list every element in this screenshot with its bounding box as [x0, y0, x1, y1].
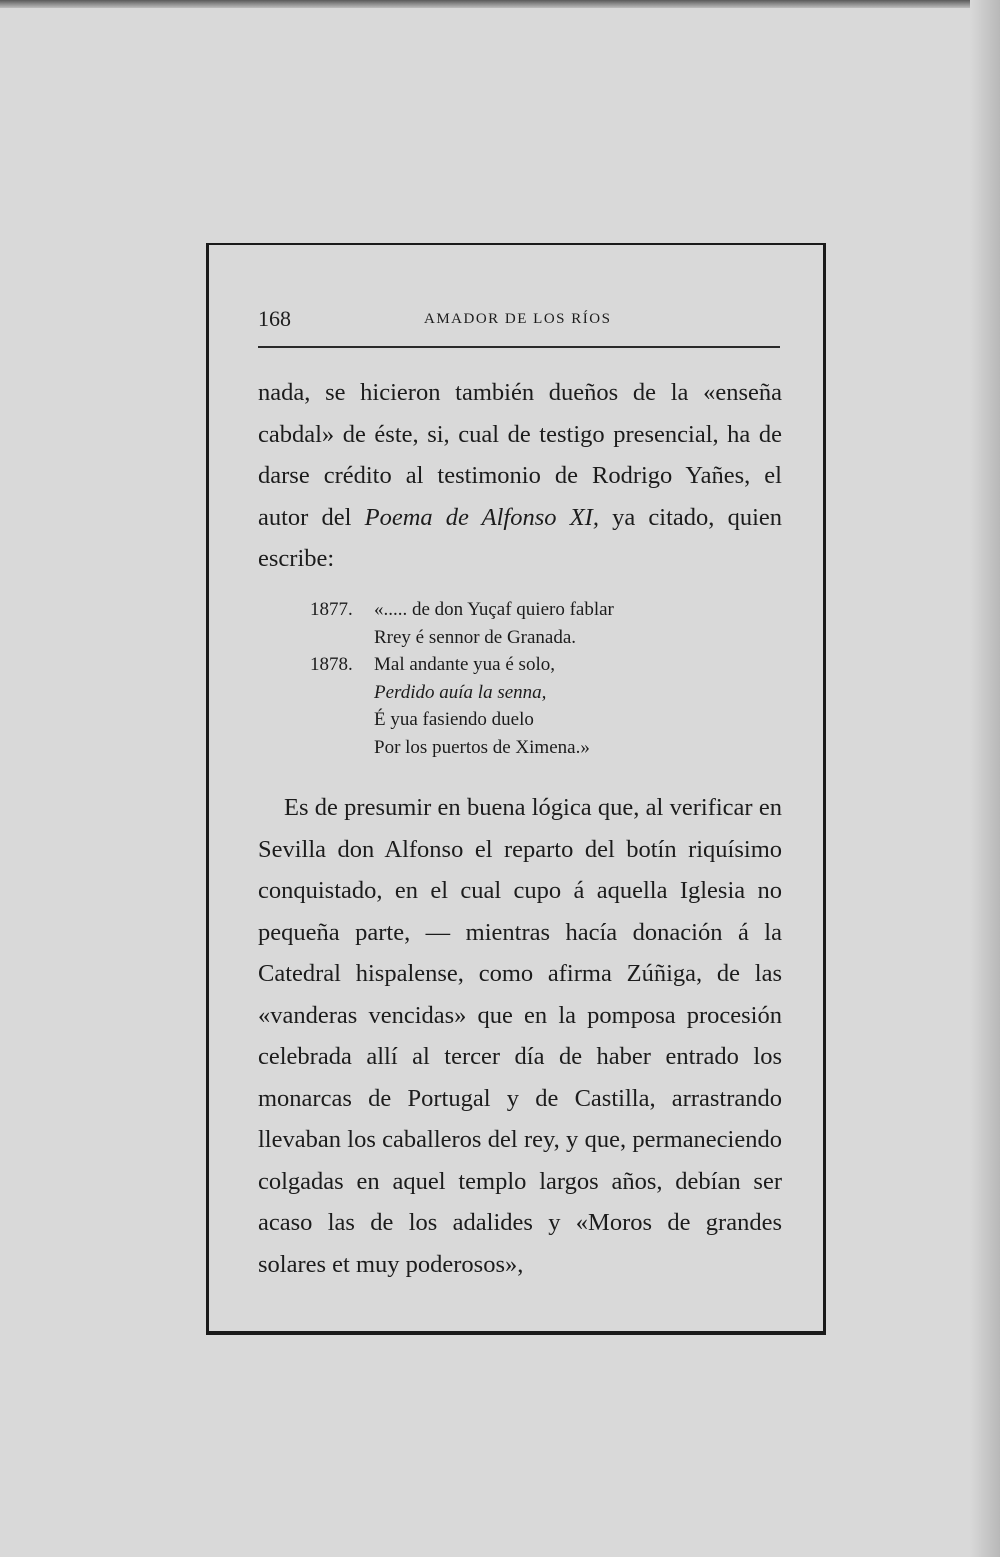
verse-line [258, 596, 778, 624]
verse-text: Perdido auía la senna, [374, 681, 547, 703]
running-head-title: AMADOR DE LOS RÍOS [424, 311, 612, 327]
verse-line [258, 651, 778, 679]
paragraph-1-part-2: ya citado, quien escribe: [258, 503, 782, 572]
page-number: 168 [258, 306, 291, 331]
running-head [258, 306, 780, 338]
verse-text: Rrey é sennor de Granada. [374, 626, 577, 648]
verse-text: Mal andante yua é solo, [374, 654, 555, 676]
scan-top-edge [0, 0, 1000, 8]
verse-text: «..... de don Yuçaf quiero fablar [374, 599, 614, 620]
verse-line [258, 679, 778, 707]
header-rule [258, 346, 780, 348]
scan-right-edge [970, 0, 1000, 1557]
paragraph-1 [258, 372, 782, 580]
verse-quotation [258, 596, 778, 762]
poem-title: Poema de Alfonso XI, [364, 503, 599, 531]
verse-line [258, 706, 778, 734]
verse-line [258, 624, 778, 652]
verse-text: É yua fasiendo duelo [374, 709, 534, 731]
verse-number: 1877. [310, 599, 353, 620]
verse-line [258, 734, 778, 762]
paragraph-1-part-1: nada, se hicieron también dueños de la «enseña cabdal» de éste, si, cual de testigo presencial, ha de darse crédito al testimonio de Rodrigo Yañes, el autor del [258, 379, 782, 531]
verse-text: Por los puertos de Ximena.» [374, 736, 590, 758]
verse-number: 1878. [310, 654, 353, 676]
paragraph-2: Es de presumir en buena lógica que, al verificar en Sevilla don Alfonso el reparto del botín riquísimo conquistado, en el cual cupo á aquella Iglesia no pequeña parte, — mientras hacía donación á la Catedral hispalense, como afirma Zúñiga, de las «vanderas vencidas» que en la pomposa procesión celebrada allí al tercer día de haber entrado los monarcas de Portugal y de Castilla, arrastrando llevaban los caballeros del rey, y que, permaneciendo colgadas en aquel templo largos años, debían ser acaso las de los adalides y «Moros de grandes solares et muy poderosos», [258, 794, 782, 1278]
